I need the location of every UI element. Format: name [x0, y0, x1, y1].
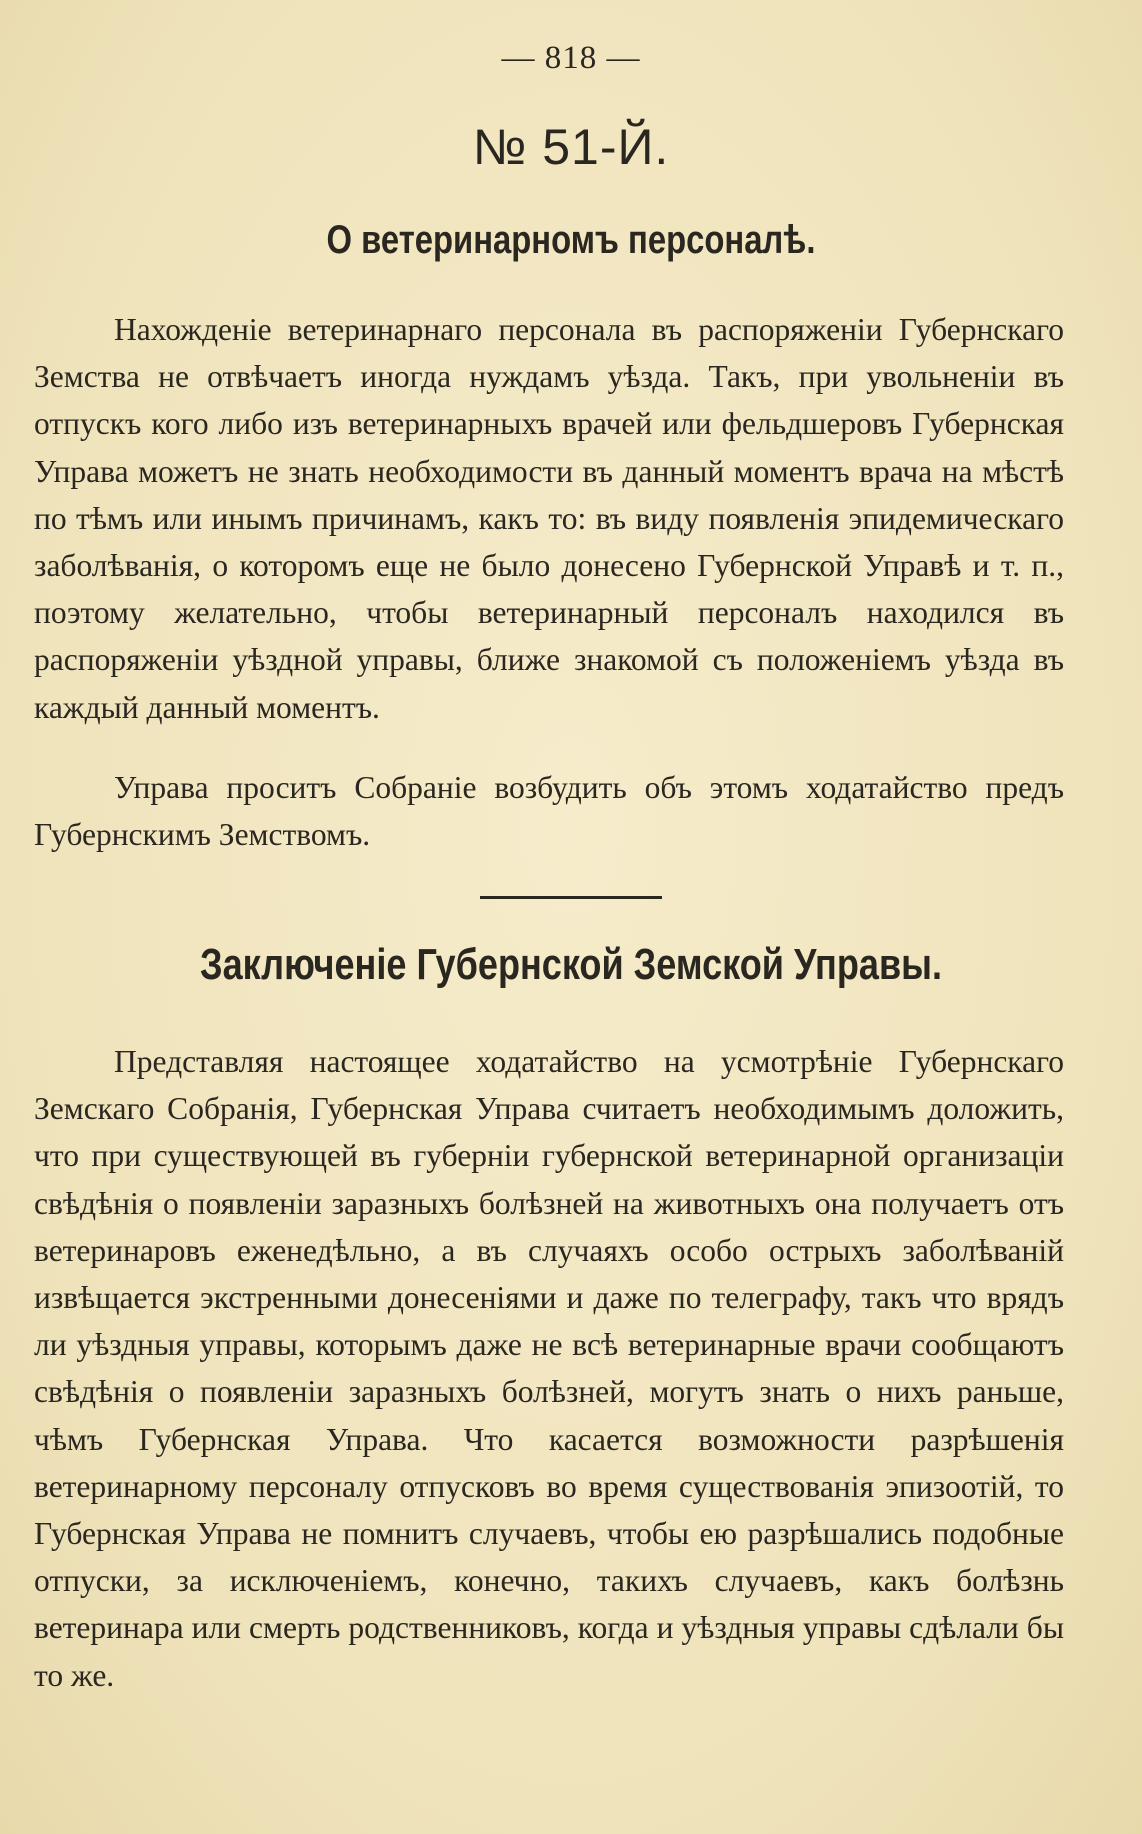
page-number: — 818 — — [501, 40, 641, 76]
section-divider — [480, 896, 662, 899]
paragraph: Представляя настоящее ходатайство на усмотрѣніе Губернскаго Земскаго Собранія, Губернская Управа считаетъ необходимымъ доложить, что при существующей въ губерніи губернской ветеринарной организаціи свѣдѣнія о появленіи заразныхъ болѣзней на животныхъ она получаетъ отъ ветеринаровъ еженедѣльно, а въ случаяхъ особо острыхъ заболѣваній извѣщается экстренными донесеніями и даже по телеграфу, такъ что врядъ ли уѣздныя управы, которымъ даже не всѣ ветеринарные врачи сообщаютъ свѣдѣнія о появленіи заразныхъ болѣзней, могутъ знать о нихъ раньше, чѣмъ Губернская Управа. Что касается возможности разрѣшенія ветеринарному персоналу отпусковъ во время существованія эпизоотій, то Губернская Управа не помнитъ случаевъ, чтобы ею разрѣшались подобные отпуски, за исключеніемъ, конечно, такихъ случаевъ, какъ болѣзнь ветеринара или смерть родственниковъ, когда и уѣздныя управы сдѣлали бы то же. — [34, 1044, 1064, 1693]
paragraph: Нахожденіе ветеринарнаго персонала въ распоряженіи Губернскаго Земства не отвѣчаетъ иногда нуждамъ уѣзда. Такъ, при увольненіи въ отпускъ кого либо изъ ветеринарныхъ врачей или фельдшеровъ Губернская Управа можетъ не знать необходимости въ данный моментъ врача на мѣстѣ по тѣмъ или инымъ причинамъ, какъ то: въ виду появленія эпидемическаго заболѣванія, о которомъ еще не было донесено Губернской Управѣ и т. п., поэтому желательно, чтобы ветеринарный персоналъ находился въ распоряженіи уѣздной управы, ближе знакомой съ положеніемъ уѣзда въ каждый данный моментъ. — [34, 312, 1064, 725]
document-number: № 51-Й. — [472, 119, 670, 175]
section-title-veterinary-personnel: О ветеринарномъ персоналѣ. — [326, 218, 816, 262]
section-title-conclusion: Заключеніе Губернской Земской Управы. — [200, 940, 942, 989]
paragraph: Управа проситъ Собраніе возбудить объ этомъ ходатайство предъ Губернскимъ Земствомъ. — [34, 770, 1064, 853]
